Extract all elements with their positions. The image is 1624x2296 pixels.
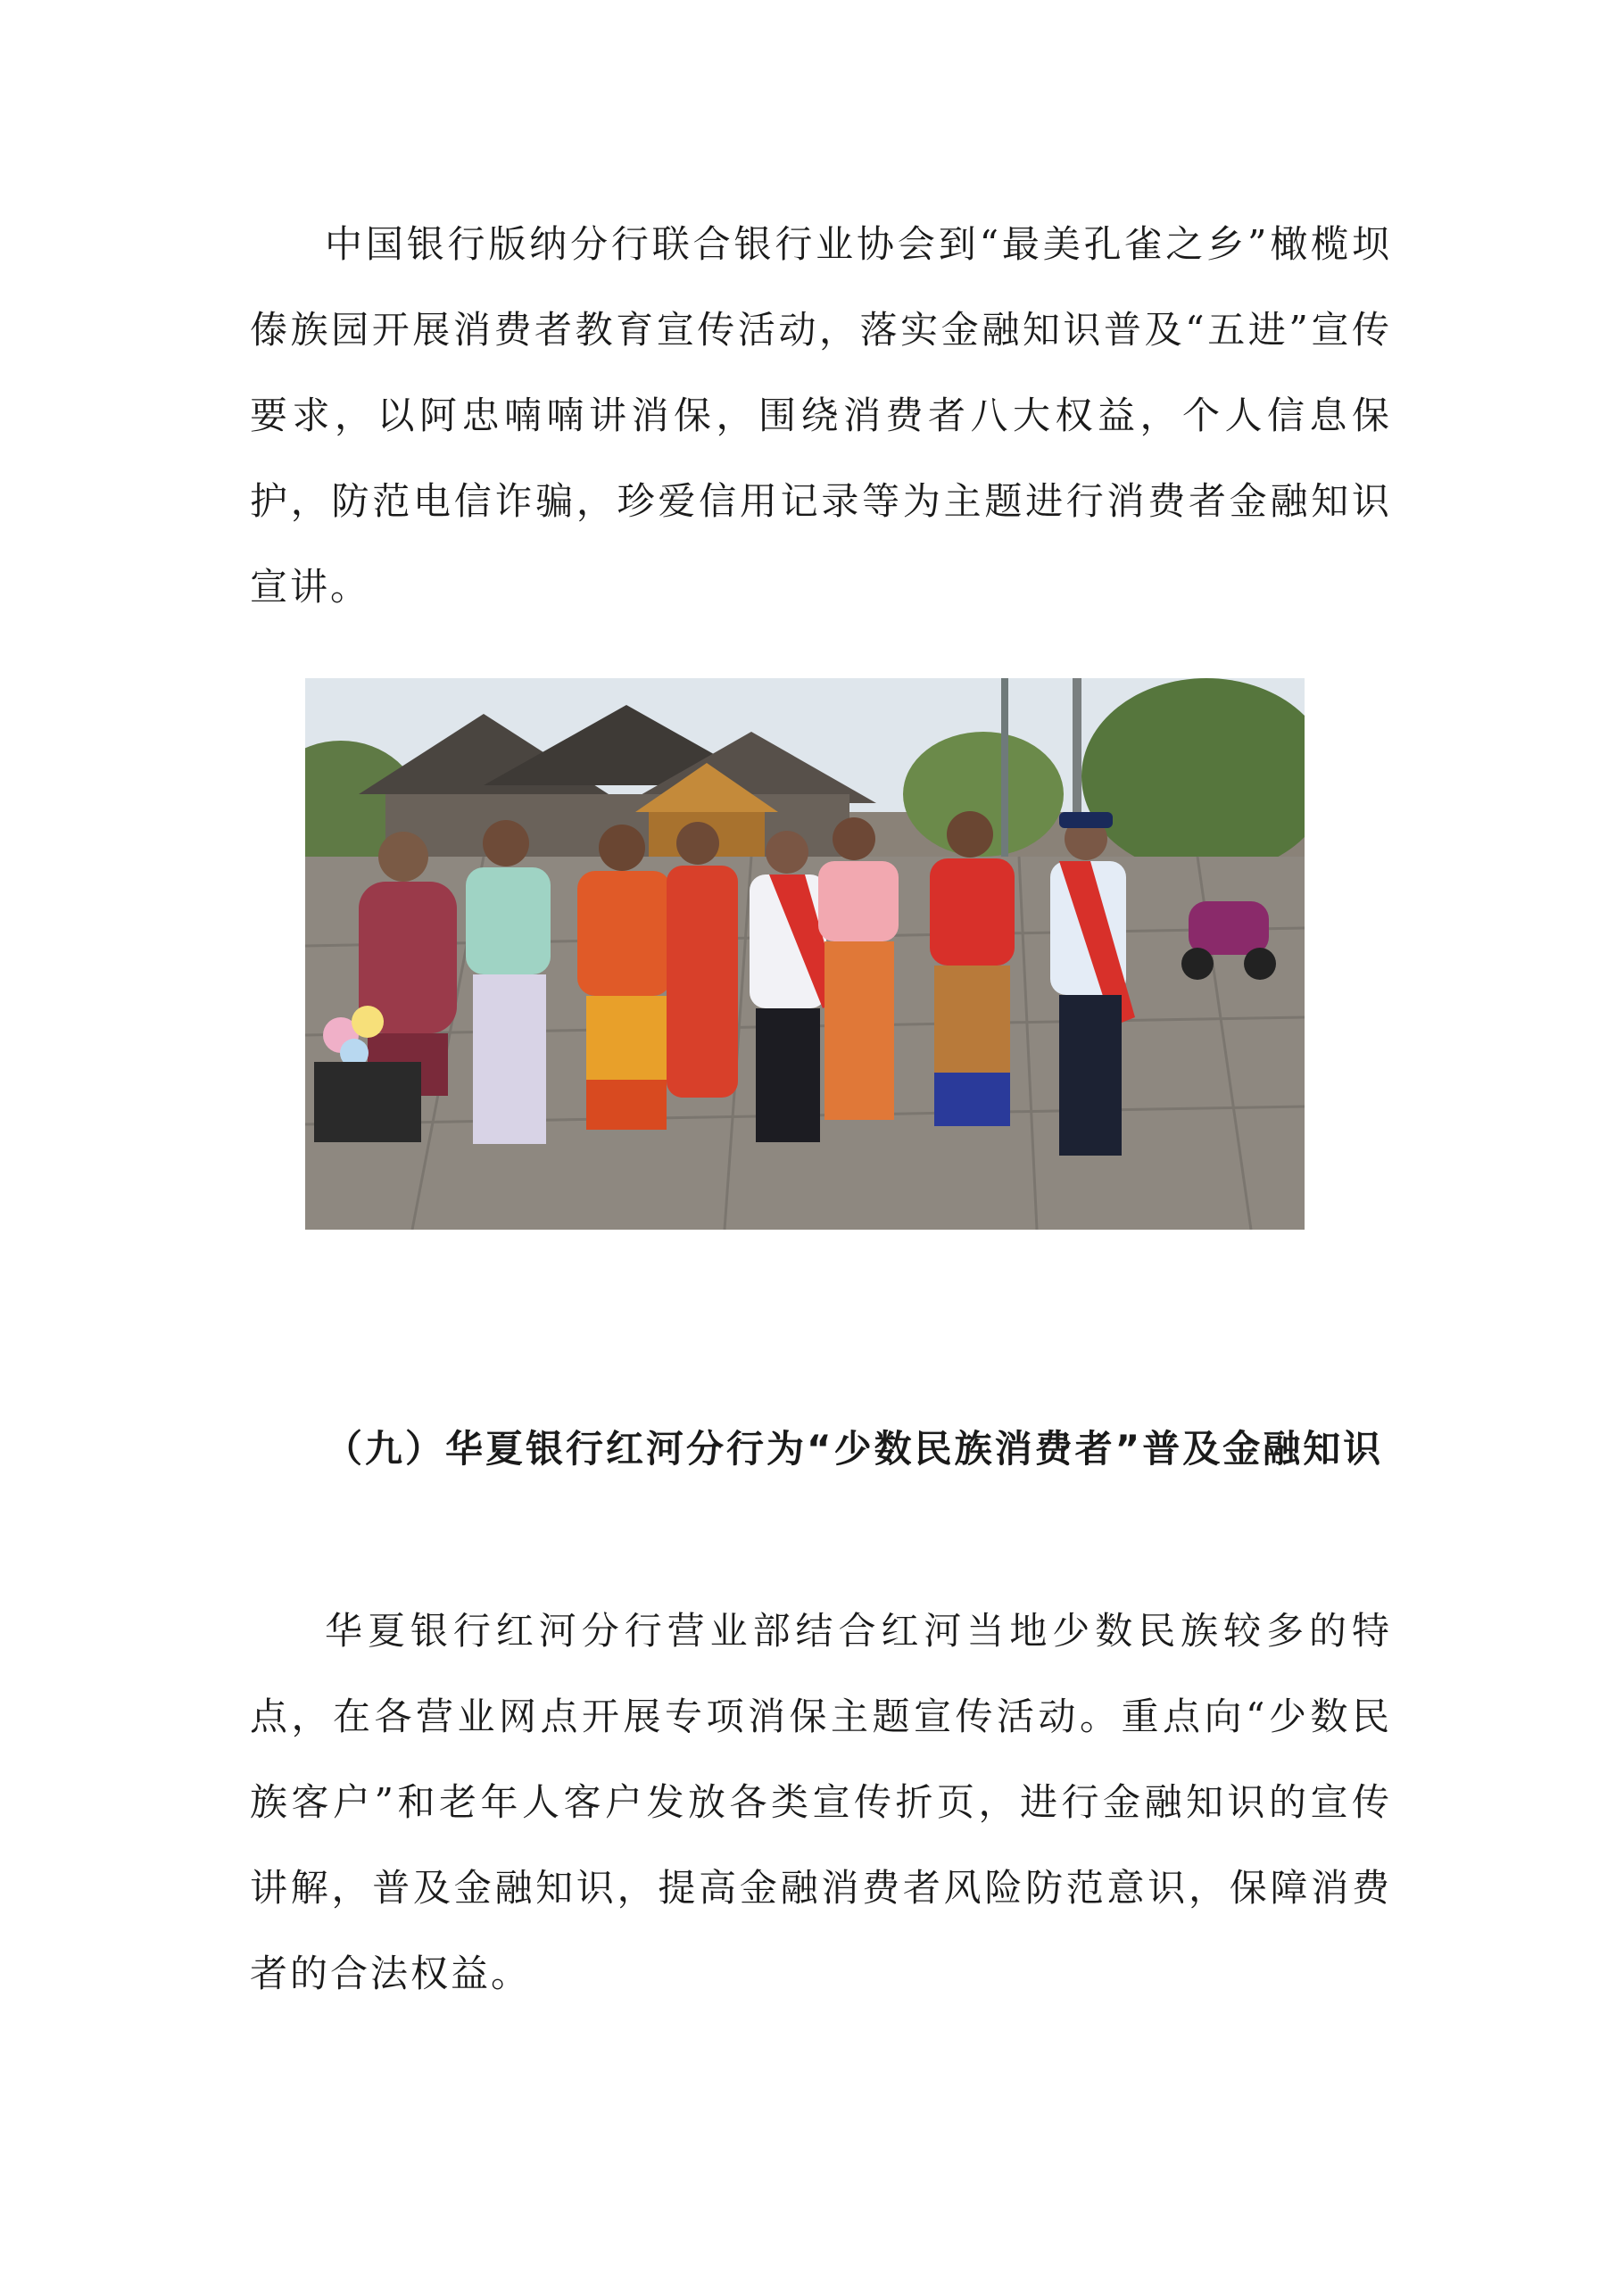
photo-illustration <box>305 678 1305 1230</box>
body-paragraph-2: 华夏银行红河分行营业部结合红河当地少数民族较多的特点，在各营业网点开展专项消保主题宣传活动。重点向“少数民族客户”和老年人客户发放各类宣传折页，进行金融知识的宣传讲解，普及金融知识，提高金融消费者风险防范意识，保障消费者的合法权益。 <box>250 1609 1392 1995</box>
body-paragraph-1: 中国银行版纳分行联合银行业协会到“最美孔雀之乡”橄榄坝傣族园开展消费者教育宣传活动，落实金融知识普及“五进”宣传要求，以阿忠喃喃讲消保，围绕消费者八大权益，个人信息保护，防范电信诈骗，珍爱信用记录等为主题进行消费者金融知识宣讲。 <box>250 222 1392 609</box>
event-photo <box>305 678 1305 1230</box>
section-heading: （九）华夏银行红河分行为“少数民族消费者”普及金融知识 <box>325 1427 1384 1471</box>
